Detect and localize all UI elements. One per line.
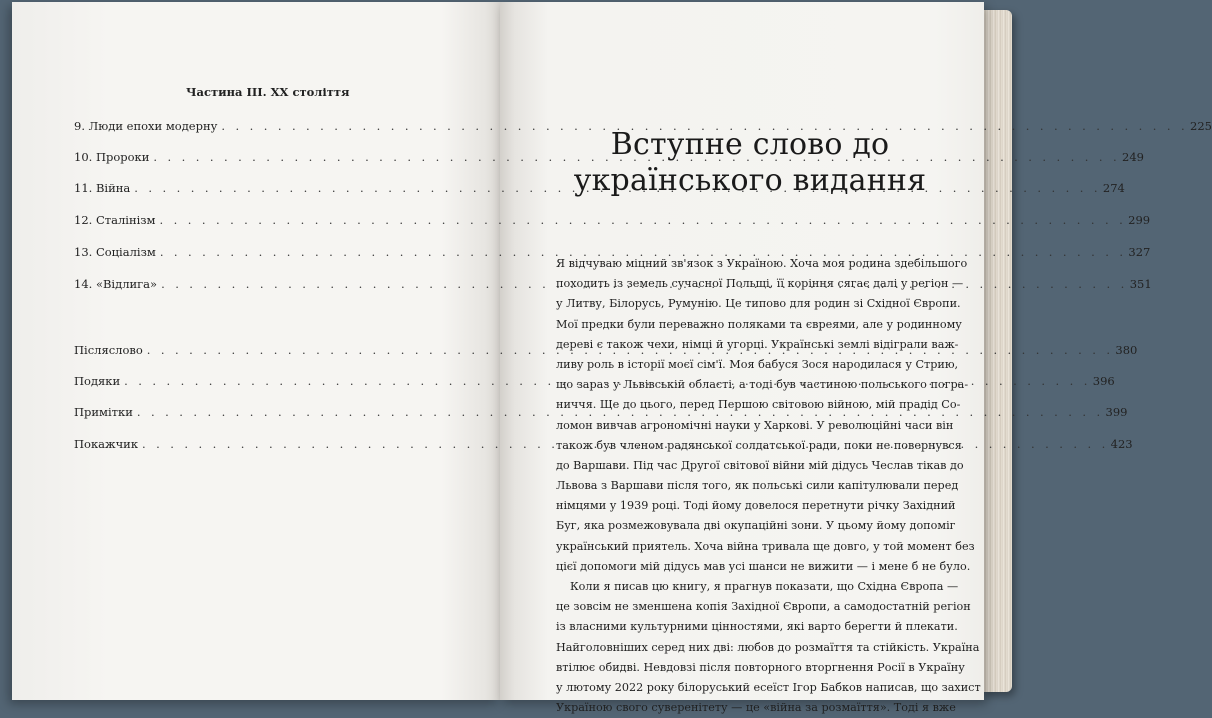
text-line: Я відчуваю міцний зв'язок з Україною. Хоча моя родина здебільшого <box>556 257 968 270</box>
toc-entry-label: 13. Соціалізм <box>74 245 156 259</box>
text-line: Найголовніших серед них дві: любов до розмаїття та стійкість. Україна <box>556 640 980 654</box>
text-line: Коли я писав цю книгу, я прагнув показати, що Східна Європа — <box>570 580 959 593</box>
part-title: Частина III. ХХ століття <box>186 85 350 99</box>
text-line: український приятель. Хоча війна тривала ще довго, у той момент без <box>556 539 975 553</box>
toc-entry-page: 380 <box>1115 343 1138 357</box>
toc-entry <box>74 119 1212 135</box>
toc-leader-dots <box>160 213 1127 227</box>
text-line: цієї допомоги мій дідусь мав усі шанси не вижити — і мене б не було. <box>556 559 971 573</box>
toc-entry <box>74 213 1151 229</box>
toc-entry-page: 396 <box>1092 374 1115 388</box>
text-line: ливу роль в історії моєї сім'ї. Моя бабуся Зося народилася у Стрию, <box>556 357 959 371</box>
text-line: це зовсім не зменшена копія Західної Європи, а самодостатній регіон <box>556 600 971 614</box>
toc-entry-label: Післяслово <box>74 343 143 357</box>
toc-entry-label: 14. «Відлига» <box>74 277 158 291</box>
toc-entry-page: 423 <box>1110 437 1133 451</box>
toc-entry-label: 12. Сталінізм <box>74 213 156 227</box>
toc-entry <box>74 150 1144 166</box>
toc-entry-page: 351 <box>1129 277 1152 291</box>
toc-entry-label: Покажчик <box>74 437 139 451</box>
text-line: до Варшави. Під час Другої світової війни мій дідусь Чеслав тікав до <box>556 458 964 472</box>
chapter-heading-line-1: Вступне слово до <box>610 127 890 162</box>
text-line: що зараз у Львівській області, а тоді був частиною польського погра- <box>556 378 969 392</box>
toc-entry-page: 327 <box>1128 245 1151 259</box>
text-line: Мої предки були переважно поляками та євреями, але у родинному <box>556 317 962 331</box>
text-line: походить із земель сучасної Польщі, її коріння сягає далі у регіон — <box>556 277 964 291</box>
toc-entry <box>74 245 1151 261</box>
text-line: дереві є також чехи, німці й угорці. Українські землі відіграли важ- <box>556 337 959 351</box>
toc-entry-label: 9. Люди епохи модерну <box>74 119 218 133</box>
chapter-heading-line-2: українського видання <box>573 163 927 198</box>
text-line: також був членом радянської солдатської ради, поки не повернувся <box>556 438 962 452</box>
text-line: у Литву, Білорусь, Румунію. Це типово для родин зі Східної Європи. <box>556 297 961 311</box>
toc-entry <box>74 181 1125 197</box>
text-line: ломон вивчав агрономічні науки у Харкові. У революційні часи він <box>556 418 954 432</box>
text-line: Львова з Варшави після того, як польські сили капітулювали перед <box>556 479 959 493</box>
toc-entry-page: 399 <box>1105 405 1128 419</box>
text-line: Буг, яка розмежовувала дві окупаційні зони. У цьому йому допоміг <box>556 519 956 533</box>
toc-entry-page: 225 <box>1190 119 1212 133</box>
toc-entry-label: 11. Війна <box>74 181 131 195</box>
text-line: Україною свого суверенітету — це «війна за розмаїття». Тоді я вже <box>556 701 956 715</box>
text-line: із власними культурними цінностями, які варто берегти й плекати. <box>556 620 958 634</box>
text-line: ниччя. Ще до цього, перед Першою світовою війною, мій прадід Со- <box>556 398 961 412</box>
text-line: втілює обидві. Невдовзі після повторного вторгнення Росії в Україну <box>556 660 965 674</box>
toc-entry-label: 10. Пророки <box>74 150 150 164</box>
toc-entry-label: Примітки <box>74 405 133 419</box>
toc-entry-label: Подяки <box>74 374 121 388</box>
toc-entry-page: 299 <box>1128 213 1151 227</box>
body-text <box>556 254 981 718</box>
toc-entry-page: 249 <box>1122 150 1144 164</box>
text-line: німцями у 1939 році. Тоді йому довелося перетнути річку Західний <box>556 499 956 513</box>
toc-entry-page: 274 <box>1102 181 1125 195</box>
text-line: у лютому 2022 року білоруський есеїст Ігор Бабков написав, що захист <box>556 680 981 694</box>
